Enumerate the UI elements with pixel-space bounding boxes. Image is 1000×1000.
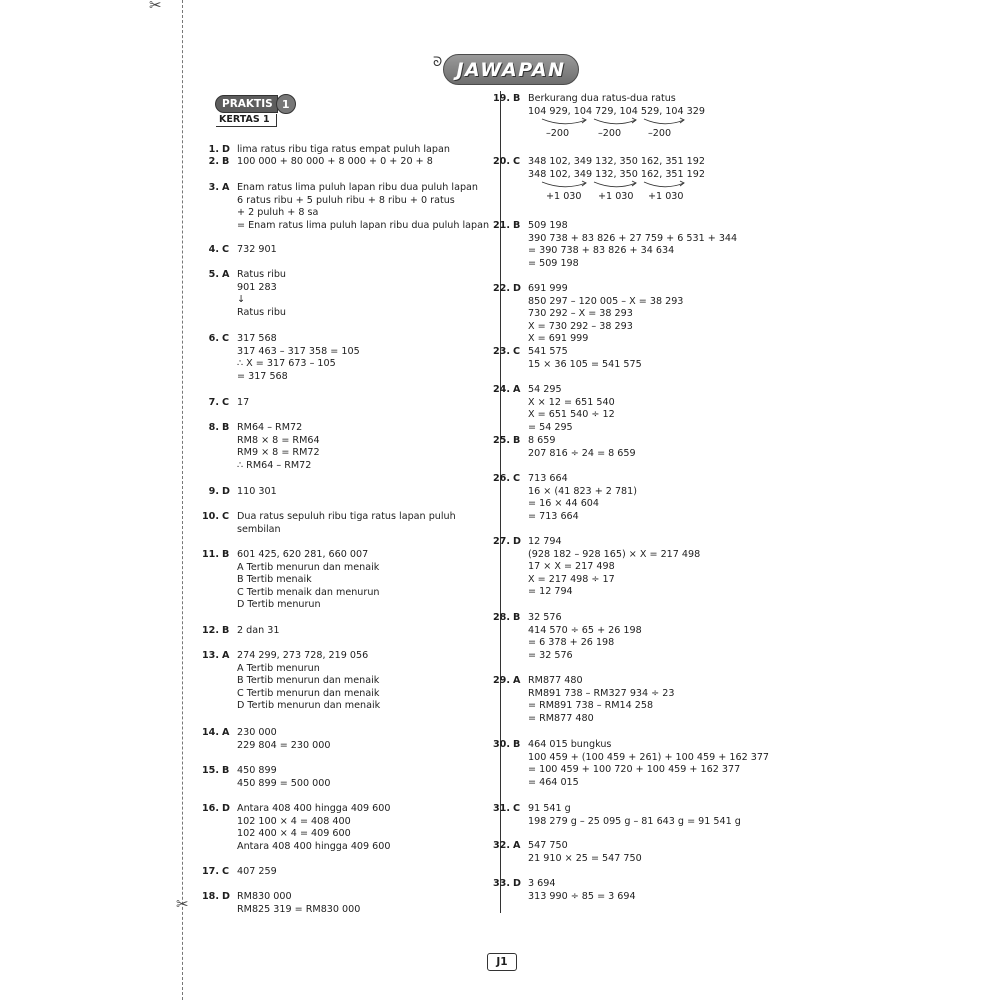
section-badge-label: PRAKTIS [215, 95, 278, 113]
working-line: 317 568 [237, 333, 277, 344]
working-line: RM64 – RM72 [237, 422, 303, 433]
answer-working [237, 765, 330, 790]
working-line: D Tertib menurun [237, 599, 321, 611]
answer-working [237, 182, 489, 232]
working-line: 8 659 [528, 435, 556, 446]
working-line: 198 279 g – 25 095 g – 81 643 g = 91 541 g [528, 815, 741, 827]
answer-working [237, 650, 380, 713]
answer-letter: A [222, 269, 230, 280]
answer-working [528, 739, 769, 789]
question-number: 8. [208, 422, 219, 433]
working-line: RM825 319 = RM830 000 [237, 903, 361, 915]
working-line: 21 910 × 25 = 547 750 [528, 852, 642, 864]
answer-letter: B [513, 220, 521, 231]
working-line: 541 575 [528, 346, 568, 357]
question-number: 14. [202, 727, 219, 738]
answer-letter: C [222, 333, 230, 344]
answer-letter: D [222, 891, 230, 902]
question-number: 32. [493, 840, 510, 851]
answer-letter: C [222, 244, 230, 255]
working-line: Antara 408 400 hingga 409 600 [237, 840, 391, 852]
paper-heading: KERTAS 1 [216, 114, 277, 127]
working-line: X = 651 540 ÷ 12 [528, 409, 615, 421]
question-number: 3. [208, 182, 219, 193]
working-line: = RM891 738 – RM14 258 [528, 700, 654, 712]
working-line: C Tertib menurun dan menaik [237, 687, 380, 699]
answer-letter: B [222, 765, 230, 776]
question-number: 22. [493, 283, 510, 294]
working-line: Ratus ribu [237, 269, 287, 280]
working-line: Berkurang dua ratus-dua ratus [528, 93, 676, 104]
working-line: C Tertib menaik dan menurun [237, 586, 380, 598]
question-number: 28. [493, 612, 510, 623]
answer-working [237, 625, 279, 638]
answer-letter: B [222, 422, 230, 433]
answer-working [237, 486, 277, 499]
answer-letter: A [222, 650, 230, 661]
sequence-difference: –200 [598, 127, 622, 139]
working-line: = Enam ratus lima puluh lapan ribu dua puluh lapan [237, 219, 490, 231]
answer-letter: D [513, 878, 521, 889]
question-number: 2. [208, 156, 219, 167]
answer-working [237, 803, 391, 853]
sequence-difference: –200 [546, 127, 570, 139]
question-number: 4. [208, 244, 219, 255]
answer-letter: B [513, 435, 521, 446]
working-line: 100 459 + (100 459 + 261) + 100 459 + 162 377 [528, 751, 770, 763]
answer-letter: A [222, 182, 230, 193]
working-line: 15 × 36 105 = 541 575 [528, 358, 642, 370]
scissors-icon: ✂ [149, 0, 162, 14]
swirl-icon: ᘐ [433, 55, 443, 70]
working-line: = 100 459 + 100 720 + 100 459 + 162 377 [528, 764, 741, 776]
working-line: D Tertib menurun dan menaik [237, 700, 381, 712]
working-line: B Tertib menaik [237, 574, 312, 586]
question-number: 9. [208, 486, 219, 497]
page-number: J1 [487, 953, 517, 971]
answer-working [237, 397, 249, 410]
working-line: 229 804 = 230 000 [237, 739, 331, 751]
working-line: = 390 738 + 83 826 + 34 634 [528, 245, 675, 257]
working-line: 730 292 – X = 38 293 [528, 308, 633, 320]
working-line: 901 283 [237, 281, 277, 293]
answer-working [237, 727, 330, 752]
working-line: = 54 295 [528, 421, 573, 433]
working-line: lima ratus ribu tiga ratus empat puluh lapan [237, 144, 450, 155]
answer-working [528, 384, 615, 434]
section-badge-number: 1 [276, 94, 296, 114]
working-line: = 6 378 + 26 198 [528, 637, 615, 649]
sequence-numbers: 104 929, 104 729, 104 529, 104 329 [528, 105, 705, 117]
answer-working [237, 333, 360, 383]
answer-letter: B [513, 612, 521, 623]
working-line: 407 259 [237, 866, 277, 877]
working-line: 17 [237, 397, 250, 408]
question-number: 31. [493, 803, 510, 814]
number-sequence [528, 105, 758, 139]
working-line: 102 400 × 4 = 409 600 [237, 828, 351, 840]
curved-arrow-icon [542, 182, 586, 187]
answer-letter: A [513, 675, 521, 686]
answer-letter: A [513, 840, 521, 851]
working-line: 691 999 [528, 283, 568, 294]
question-number: 33. [493, 878, 510, 889]
answer-letter: A [513, 384, 521, 395]
answer-letter: A [222, 727, 230, 738]
working-line: 464 015 bungkus [528, 739, 612, 750]
answer-working [237, 144, 450, 157]
answer-letter: B [222, 625, 230, 636]
working-line: 414 570 ÷ 65 + 26 198 [528, 624, 642, 636]
answer-working [528, 675, 674, 725]
answer-working [237, 511, 456, 536]
working-line: A Tertib menurun [237, 662, 320, 674]
working-line: RM8 × 8 = RM64 [237, 434, 320, 446]
working-line: 100 000 + 80 000 + 8 000 + 0 + 20 + 8 [237, 156, 433, 167]
working-line: 91 541 g [528, 803, 571, 814]
column-divider [500, 91, 501, 913]
working-line: 601 425, 620 281, 660 007 [237, 549, 369, 560]
question-number: 11. [202, 549, 219, 560]
working-line: 2 dan 31 [237, 625, 280, 636]
answer-working [528, 220, 737, 270]
working-line: 348 102, 349 132, 350 162, 351 192 [528, 156, 705, 167]
answer-working [528, 156, 758, 202]
working-line: X = 691 999 [528, 333, 589, 345]
answer-working [528, 840, 642, 865]
sequence-difference: +1 030 [546, 190, 582, 202]
curved-arrow-icon [644, 119, 684, 124]
working-line: B Tertib menurun dan menaik [237, 675, 380, 687]
working-line: = 464 015 [528, 776, 579, 788]
working-line: 54 295 [528, 384, 562, 395]
working-line: Dua ratus sepuluh ribu tiga ratus lapan puluh [237, 511, 456, 522]
answer-working [528, 435, 636, 460]
working-line: ∴ RM64 – RM72 [237, 459, 312, 471]
working-line: 207 816 ÷ 24 = 8 659 [528, 447, 636, 459]
working-line: 6 ratus ribu + 5 puluh ribu + 8 ribu + 0 ratus [237, 194, 455, 206]
working-line: 17 × X = 217 498 [528, 561, 615, 573]
sequence-difference: +1 030 [648, 190, 684, 202]
working-line: 547 750 [528, 840, 568, 851]
answer-letter: C [513, 803, 521, 814]
answer-working [528, 473, 637, 523]
answer-working [528, 878, 636, 903]
working-line: A Tertib menurun dan menaik [237, 561, 380, 573]
number-sequence [528, 168, 758, 202]
answer-working [528, 283, 683, 346]
answer-letter: D [222, 144, 230, 155]
working-line: RM877 480 [528, 675, 583, 686]
working-line: = 32 576 [528, 649, 573, 661]
working-line: = RM877 480 [528, 712, 594, 724]
question-number: 19. [493, 93, 510, 104]
answer-working [528, 346, 642, 371]
answer-letter: C [513, 346, 521, 357]
working-line: 16 × (41 823 + 2 781) [528, 485, 638, 497]
answer-working [237, 269, 286, 319]
answer-letter: B [513, 93, 521, 104]
working-line: 3 694 [528, 878, 556, 889]
question-number: 23. [493, 346, 510, 357]
working-line: (928 182 – 928 165) × X = 217 498 [528, 548, 701, 560]
working-line: Enam ratus lima puluh lapan ribu dua puluh lapan [237, 182, 478, 193]
working-line: 509 198 [528, 220, 568, 231]
answer-letter: C [513, 473, 521, 484]
answer-working [528, 612, 642, 662]
answer-letter: B [513, 739, 521, 750]
answer-letter: D [513, 283, 521, 294]
question-number: 7. [208, 397, 219, 408]
answer-letter: C [222, 511, 230, 522]
curved-arrow-icon [542, 119, 586, 124]
question-number: 6. [208, 333, 219, 344]
question-number: 24. [493, 384, 510, 395]
working-line: Antara 408 400 hingga 409 600 [237, 803, 391, 814]
question-number: 1. [208, 144, 219, 155]
working-line: 102 100 × 4 = 408 400 [237, 815, 351, 827]
working-line: 110 301 [237, 486, 277, 497]
working-line: X = 217 498 ÷ 17 [528, 573, 615, 585]
answer-working [237, 866, 277, 879]
working-line: 313 990 ÷ 85 = 3 694 [528, 890, 636, 902]
working-line: 450 899 [237, 765, 277, 776]
working-line: 732 901 [237, 244, 277, 255]
curved-arrow-icon [644, 182, 684, 187]
scissors-icon: ✂ [176, 895, 189, 913]
curved-arrow-icon [594, 182, 636, 187]
working-line: = 16 × 44 604 [528, 498, 600, 510]
question-number: 15. [202, 765, 219, 776]
sequence-difference: +1 030 [598, 190, 634, 202]
question-number: 20. [493, 156, 510, 167]
working-line: = 317 568 [237, 370, 288, 382]
question-number: 25. [493, 435, 510, 446]
question-number: 21. [493, 220, 510, 231]
working-line: = 509 198 [528, 257, 579, 269]
answer-working [237, 422, 320, 472]
answer-working [237, 891, 360, 916]
cut-line [182, 0, 183, 1000]
working-line: RM891 738 – RM327 934 ÷ 23 [528, 687, 675, 699]
question-number: 5. [208, 269, 219, 280]
answer-letter: B [222, 156, 230, 167]
answer-letter: D [513, 536, 521, 547]
question-number: 13. [202, 650, 219, 661]
page-title-banner [433, 51, 579, 85]
title-pill [443, 54, 579, 85]
question-number: 18. [202, 891, 219, 902]
question-number: 30. [493, 739, 510, 750]
working-line: = 713 664 [528, 510, 579, 522]
answer-letter: D [222, 803, 230, 814]
working-line: X × 12 = 651 540 [528, 396, 615, 408]
answer-working [237, 156, 433, 169]
working-line: = 12 794 [528, 586, 573, 598]
curved-arrow-icon [594, 119, 636, 124]
question-number: 10. [202, 511, 219, 522]
section-badge [215, 94, 296, 114]
question-number: 26. [493, 473, 510, 484]
answer-letter: B [222, 549, 230, 560]
working-line: 450 899 = 500 000 [237, 777, 331, 789]
working-line: ∴ X = 317 673 – 105 [237, 358, 336, 370]
question-number: 17. [202, 866, 219, 877]
sequence-numbers: 348 102, 349 132, 350 162, 351 192 [528, 168, 705, 180]
working-line: + 2 puluh + 8 sa [237, 207, 319, 219]
answer-working [528, 803, 741, 828]
answer-working [528, 93, 758, 139]
working-line: 230 000 [237, 727, 277, 738]
working-line: 12 794 [528, 536, 562, 547]
working-line: RM830 000 [237, 891, 292, 902]
working-line: 32 576 [528, 612, 562, 623]
sequence-difference: –200 [648, 127, 672, 139]
working-line: 850 297 – 120 005 – X = 38 293 [528, 295, 684, 307]
working-line: 317 463 – 317 358 = 105 [237, 345, 360, 357]
working-line: 390 738 + 83 826 + 27 759 + 6 531 + 344 [528, 232, 738, 244]
page-title: JAWAPAN [456, 58, 566, 81]
working-line: 274 299, 273 728, 219 056 [237, 650, 369, 661]
answer-working [237, 549, 379, 612]
answer-working [237, 244, 277, 257]
question-number: 27. [493, 536, 510, 547]
working-line: X = 730 292 – 38 293 [528, 320, 633, 332]
working-line: RM9 × 8 = RM72 [237, 447, 320, 459]
answer-letter: D [222, 486, 230, 497]
working-line: ↓ [237, 294, 246, 306]
question-number: 29. [493, 675, 510, 686]
working-line: 713 664 [528, 473, 568, 484]
answer-letter: C [513, 156, 521, 167]
question-number: 12. [202, 625, 219, 636]
answer-working [528, 536, 700, 599]
question-number: 16. [202, 803, 219, 814]
answer-letter: C [222, 866, 230, 877]
working-line: sembilan [237, 523, 281, 535]
answer-letter: C [222, 397, 230, 408]
working-line: Ratus ribu [237, 306, 287, 318]
